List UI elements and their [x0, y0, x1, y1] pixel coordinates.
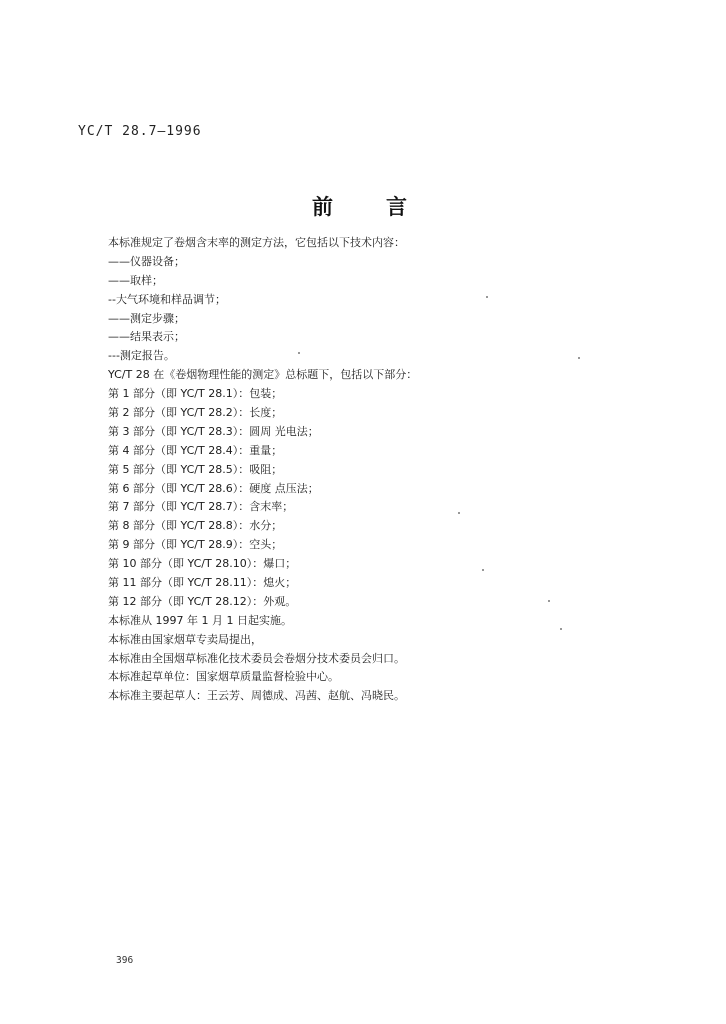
page-number: 396 — [116, 955, 134, 966]
text-line: 第 4 部分（即 YC/T 28.4）：重量； — [108, 443, 283, 457]
text-line: 第 11 部分（即 YC/T 28.11）：熄火； — [108, 576, 297, 590]
foreword-body — [108, 234, 548, 706]
scan-speck — [548, 600, 550, 602]
scan-speck — [458, 512, 460, 514]
text-line: 第 2 部分（即 YC/T 28.2）：长度； — [108, 406, 283, 420]
text-line: 第 5 部分（即 YC/T 28.5）：吸阻； — [108, 462, 283, 476]
text-line: YC/T 28 在《卷烟物理性能的测定》总标题下，包括以下部分： — [108, 368, 418, 382]
scan-speck — [578, 357, 580, 359]
text-line: 本标准从 1997 年 1 月 1 日起实施。 — [108, 613, 292, 627]
text-line: 第 12 部分（即 YC/T 28.12）：外观。 — [108, 594, 297, 608]
text-line: 第 6 部分（即 YC/T 28.6）：硬度 点压法； — [108, 481, 319, 495]
text-line: 第 9 部分（即 YC/T 28.9）：空头； — [108, 538, 283, 552]
text-line: 第 7 部分（即 YC/T 28.7）：含末率； — [108, 500, 294, 514]
scan-speck — [486, 296, 488, 298]
text-line: 本标准规定了卷烟含末率的测定方法，它包括以下技术内容： — [108, 236, 405, 249]
text-line: 第 3 部分（即 YC/T 28.3）：圆周 光电法； — [108, 424, 319, 438]
text-line: ——取样； — [108, 273, 163, 287]
standard-code: YC/T 28.7—1996 — [78, 124, 202, 139]
text-line: ---测定报告。 — [108, 349, 175, 363]
text-line: 第 10 部分（即 YC/T 28.10）：爆口； — [108, 557, 297, 571]
text-line: 本标准起草单位：国家烟草质量监督检验中心。 — [108, 670, 339, 684]
title-char-2: 言 — [386, 195, 409, 219]
scan-speck — [560, 628, 562, 630]
scan-speck — [298, 352, 300, 354]
text-line: ——测定步骤； — [108, 311, 185, 325]
text-line: 本标准由国家烟草专卖局提出， — [108, 632, 262, 646]
text-line: ——结果表示； — [108, 330, 185, 344]
title-char-1: 前 — [312, 195, 335, 219]
scan-speck — [482, 569, 484, 571]
text-line: 本标准主要起草人：王云芳、周德成、冯茜、赵航、冯晓民。 — [108, 689, 405, 703]
text-line: --大气环境和样品调节； — [108, 292, 226, 306]
text-line: 本标准由全国烟草标准化技术委员会卷烟分技术委员会归口。 — [108, 651, 405, 665]
text-line: 第 1 部分（即 YC/T 28.1）：包装； — [108, 387, 283, 401]
text-line: ——仪器设备； — [108, 254, 185, 268]
text-line: 第 8 部分（即 YC/T 28.8）：水分； — [108, 519, 283, 533]
